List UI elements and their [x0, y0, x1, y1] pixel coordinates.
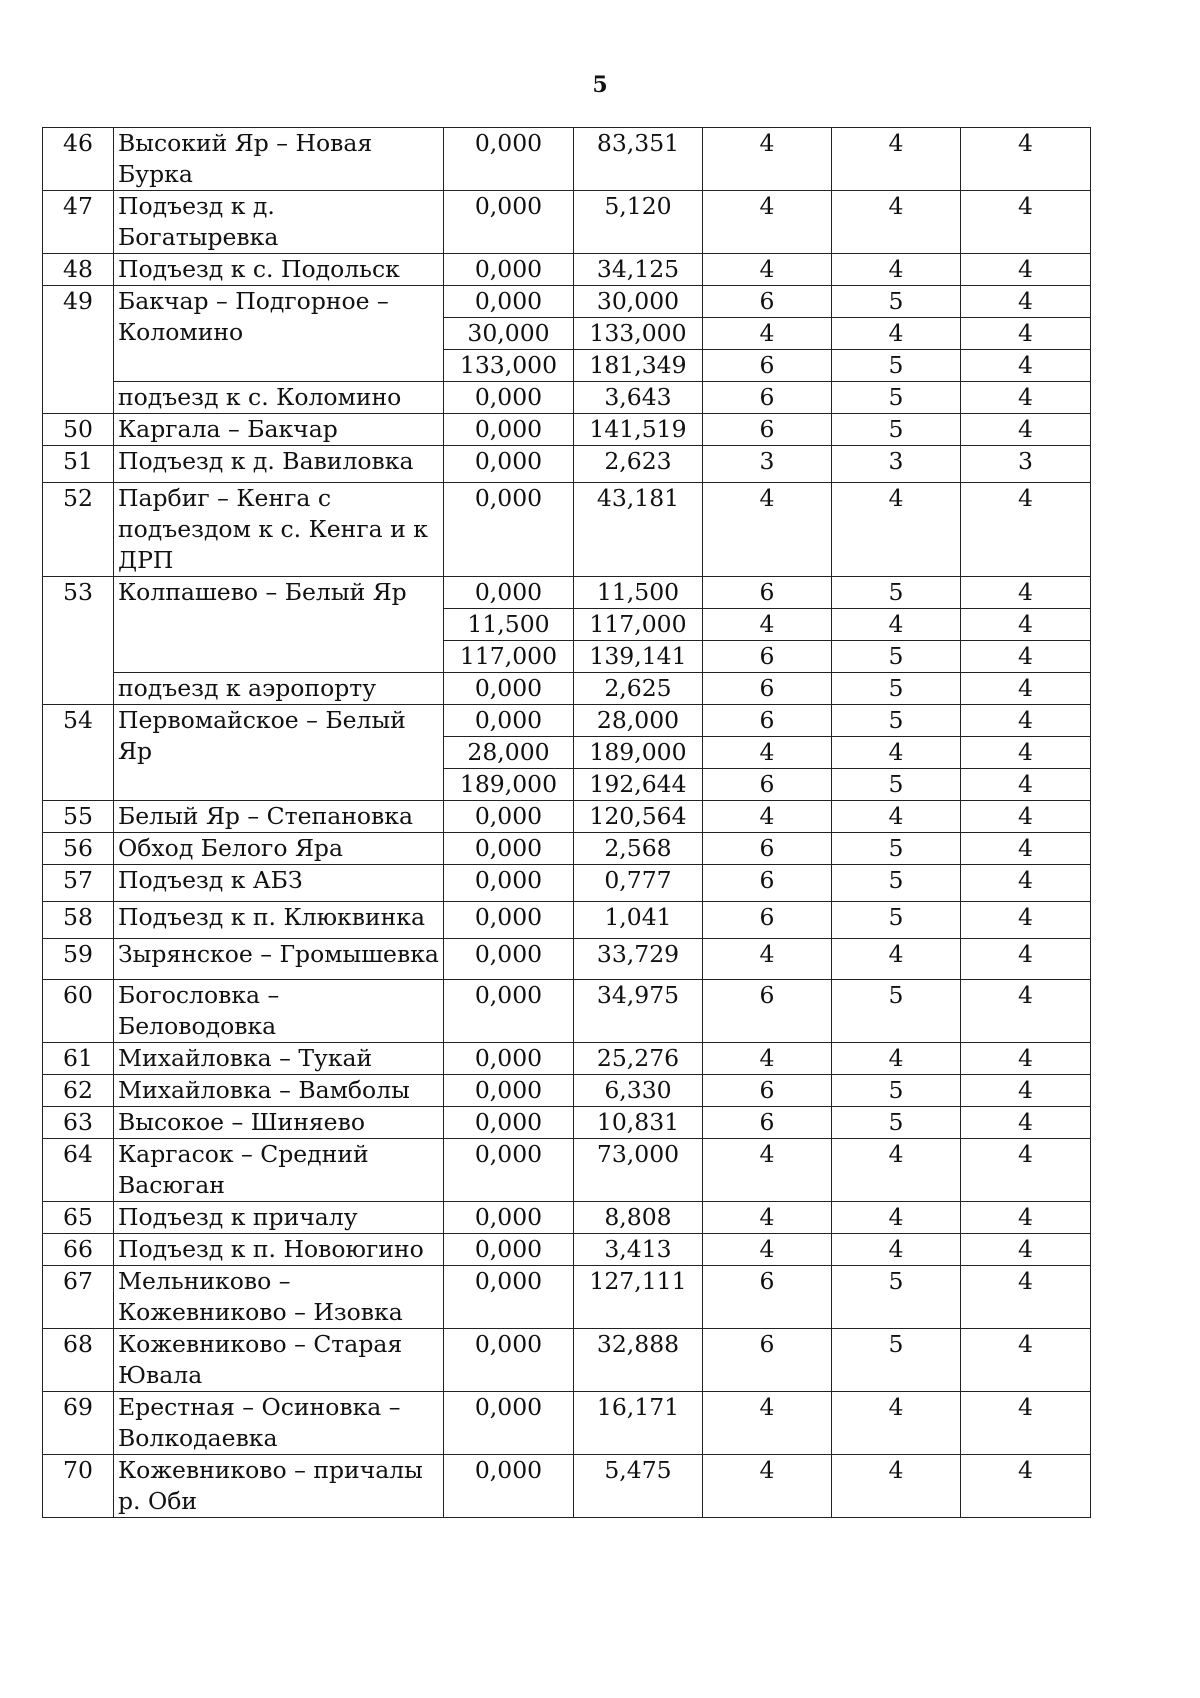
category-c: 4: [961, 902, 1091, 939]
table-row: [43, 286, 1091, 318]
category-a: 4: [703, 318, 832, 350]
km-from: 30,000: [444, 318, 574, 350]
category-a: 4: [703, 1392, 832, 1455]
km-from: 0,000: [444, 483, 574, 577]
category-b: 5: [832, 1107, 961, 1139]
table-row: [43, 705, 1091, 737]
category-b: 5: [832, 382, 961, 414]
km-from: 0,000: [444, 980, 574, 1043]
km-to: 141,519: [574, 414, 703, 446]
road-name: Обход Белого Яра: [114, 833, 444, 865]
km-to: 30,000: [574, 286, 703, 318]
road-name: Колпашево – Белый Яр: [114, 577, 444, 673]
table-row: [43, 1455, 1091, 1518]
km-from: 0,000: [444, 705, 574, 737]
category-c: 4: [961, 1455, 1091, 1518]
category-b: 4: [832, 128, 961, 191]
category-a: 6: [703, 1266, 832, 1329]
category-b: 5: [832, 1266, 961, 1329]
category-c: 4: [961, 609, 1091, 641]
category-a: 4: [703, 1455, 832, 1518]
category-c: 4: [961, 1075, 1091, 1107]
road-name: Зырянское – Громышевка: [114, 939, 444, 980]
km-to: 133,000: [574, 318, 703, 350]
category-c: 4: [961, 577, 1091, 609]
category-c: 4: [961, 382, 1091, 414]
category-c: 4: [961, 414, 1091, 446]
category-b: 5: [832, 673, 961, 705]
road-name: Мельниково – Кожевниково – Изовка: [114, 1266, 444, 1329]
table-row: [43, 191, 1091, 254]
table-row: [43, 865, 1091, 902]
category-c: 4: [961, 769, 1091, 801]
category-a: 6: [703, 577, 832, 609]
category-c: 4: [961, 705, 1091, 737]
road-name: Каргасок – Средний Васюган: [114, 1139, 444, 1202]
road-name: Подъезд к причалу: [114, 1202, 444, 1234]
km-to: 2,568: [574, 833, 703, 865]
road-name: Ерестная – Осиновка – Волкодаевка: [114, 1392, 444, 1455]
category-a: 6: [703, 769, 832, 801]
category-c: 4: [961, 1043, 1091, 1075]
km-from: 0,000: [444, 865, 574, 902]
road-number: 51: [43, 446, 114, 483]
road-number: 61: [43, 1043, 114, 1075]
category-a: 4: [703, 1043, 832, 1075]
category-b: 5: [832, 286, 961, 318]
road-name: Высокое – Шиняево: [114, 1107, 444, 1139]
km-from: 0,000: [444, 191, 574, 254]
category-b: 5: [832, 350, 961, 382]
table-row: [43, 577, 1091, 609]
road-number: 69: [43, 1392, 114, 1455]
road-number: 48: [43, 254, 114, 286]
km-from: 0,000: [444, 1043, 574, 1075]
road-name: Подъезд к д. Богатыревка: [114, 191, 444, 254]
category-c: 4: [961, 350, 1091, 382]
category-a: 6: [703, 673, 832, 705]
km-from: 0,000: [444, 1107, 574, 1139]
km-from: 0,000: [444, 254, 574, 286]
road-number: 60: [43, 980, 114, 1043]
road-number: 62: [43, 1075, 114, 1107]
category-b: 5: [832, 902, 961, 939]
category-c: 3: [961, 446, 1091, 483]
km-to: 33,729: [574, 939, 703, 980]
road-number: 68: [43, 1329, 114, 1392]
road-name: Бакчар – Подгорное – Коломино: [114, 286, 444, 382]
road-number: 58: [43, 902, 114, 939]
road-number: 64: [43, 1139, 114, 1202]
category-b: 5: [832, 833, 961, 865]
table-row: [43, 1329, 1091, 1392]
table-row: [43, 902, 1091, 939]
km-to: 11,500: [574, 577, 703, 609]
km-from: 0,000: [444, 801, 574, 833]
category-c: 4: [961, 1329, 1091, 1392]
category-b: 4: [832, 939, 961, 980]
km-to: 25,276: [574, 1043, 703, 1075]
km-to: 189,000: [574, 737, 703, 769]
road-name: Кожевниково – Старая Ювала: [114, 1329, 444, 1392]
km-from: 0,000: [444, 1329, 574, 1392]
km-from: 0,000: [444, 1139, 574, 1202]
table-row: [43, 1107, 1091, 1139]
road-number: 59: [43, 939, 114, 980]
category-b: 4: [832, 191, 961, 254]
km-to: 3,643: [574, 382, 703, 414]
km-from: 0,000: [444, 1266, 574, 1329]
category-b: 4: [832, 483, 961, 577]
road-number: 54: [43, 705, 114, 801]
km-to: 73,000: [574, 1139, 703, 1202]
table-row: [43, 128, 1091, 191]
category-c: 4: [961, 833, 1091, 865]
table-row: [43, 1392, 1091, 1455]
category-b: 5: [832, 865, 961, 902]
table-row: [43, 1075, 1091, 1107]
road-name: Подъезд к АБЗ: [114, 865, 444, 902]
km-from: 0,000: [444, 1234, 574, 1266]
km-from: 0,000: [444, 939, 574, 980]
road-name: Кожевниково – причалы р. Оби: [114, 1455, 444, 1518]
km-from: 0,000: [444, 673, 574, 705]
category-c: 4: [961, 980, 1091, 1043]
road-number: 66: [43, 1234, 114, 1266]
km-from: 0,000: [444, 382, 574, 414]
road-number: 55: [43, 801, 114, 833]
category-c: 4: [961, 1139, 1091, 1202]
km-to: 117,000: [574, 609, 703, 641]
category-a: 4: [703, 1139, 832, 1202]
category-a: 3: [703, 446, 832, 483]
road-number: 52: [43, 483, 114, 577]
roads-table: [42, 127, 1091, 1518]
category-b: 3: [832, 446, 961, 483]
category-b: 5: [832, 577, 961, 609]
category-c: 4: [961, 1392, 1091, 1455]
roads-table-body: [43, 128, 1091, 1518]
spur-name: подъезд к аэропорту: [114, 673, 444, 705]
km-from: 0,000: [444, 128, 574, 191]
category-a: 6: [703, 980, 832, 1043]
km-from: 0,000: [444, 1202, 574, 1234]
km-to: 43,181: [574, 483, 703, 577]
road-name: Парбиг – Кенга с подъездом к с. Кенга и к ДРП: [114, 483, 444, 577]
km-to: 192,644: [574, 769, 703, 801]
km-to: 34,975: [574, 980, 703, 1043]
road-number: 67: [43, 1266, 114, 1329]
category-b: 5: [832, 980, 961, 1043]
category-a: 6: [703, 705, 832, 737]
category-b: 4: [832, 1455, 961, 1518]
road-number: 70: [43, 1455, 114, 1518]
category-a: 6: [703, 1329, 832, 1392]
road-name: Богословка – Беловодовка: [114, 980, 444, 1043]
road-number: 49: [43, 286, 114, 414]
km-from: 0,000: [444, 902, 574, 939]
km-to: 139,141: [574, 641, 703, 673]
category-a: 6: [703, 865, 832, 902]
category-c: 4: [961, 254, 1091, 286]
category-a: 4: [703, 1234, 832, 1266]
road-number: 50: [43, 414, 114, 446]
road-name: Каргала – Бакчар: [114, 414, 444, 446]
km-to: 83,351: [574, 128, 703, 191]
road-name: Подъезд к д. Вавиловка: [114, 446, 444, 483]
km-from: 117,000: [444, 641, 574, 673]
category-a: 4: [703, 128, 832, 191]
km-from: 11,500: [444, 609, 574, 641]
category-a: 6: [703, 641, 832, 673]
km-to: 6,330: [574, 1075, 703, 1107]
category-c: 4: [961, 673, 1091, 705]
category-c: 4: [961, 641, 1091, 673]
category-b: 4: [832, 1043, 961, 1075]
category-b: 5: [832, 414, 961, 446]
road-name: Высокий Яр – Новая Бурка: [114, 128, 444, 191]
km-from: 0,000: [444, 414, 574, 446]
page-number: 5: [592, 72, 608, 98]
category-b: 4: [832, 609, 961, 641]
km-to: 8,808: [574, 1202, 703, 1234]
road-name: Михайловка – Вамболы: [114, 1075, 444, 1107]
category-a: 6: [703, 902, 832, 939]
road-number: 46: [43, 128, 114, 191]
category-c: 4: [961, 286, 1091, 318]
road-name: Подъезд к с. Подольск: [114, 254, 444, 286]
category-c: 4: [961, 318, 1091, 350]
category-a: 6: [703, 1107, 832, 1139]
category-a: 6: [703, 414, 832, 446]
km-from: 0,000: [444, 1392, 574, 1455]
category-b: 4: [832, 1234, 961, 1266]
km-from: 133,000: [444, 350, 574, 382]
spur-name: подъезд к с. Коломино: [114, 382, 444, 414]
category-b: 5: [832, 769, 961, 801]
category-c: 4: [961, 128, 1091, 191]
table-row: [43, 1266, 1091, 1329]
category-a: 6: [703, 286, 832, 318]
road-name: Михайловка – Тукай: [114, 1043, 444, 1075]
category-c: 4: [961, 191, 1091, 254]
table-row: [43, 833, 1091, 865]
km-to: 32,888: [574, 1329, 703, 1392]
road-number: 56: [43, 833, 114, 865]
table-row-spur: [43, 673, 1091, 705]
table-row: [43, 1139, 1091, 1202]
category-b: 4: [832, 1202, 961, 1234]
category-a: 6: [703, 382, 832, 414]
table-row: [43, 980, 1091, 1043]
category-c: 4: [961, 1202, 1091, 1234]
table-row: [43, 254, 1091, 286]
km-to: 16,171: [574, 1392, 703, 1455]
km-to: 127,111: [574, 1266, 703, 1329]
category-c: 4: [961, 737, 1091, 769]
category-a: 4: [703, 483, 832, 577]
km-to: 10,831: [574, 1107, 703, 1139]
table-row: [43, 1043, 1091, 1075]
road-number: 63: [43, 1107, 114, 1139]
km-to: 34,125: [574, 254, 703, 286]
category-b: 4: [832, 254, 961, 286]
road-name: Первомайское – Белый Яр: [114, 705, 444, 801]
category-c: 4: [961, 1107, 1091, 1139]
category-a: 4: [703, 939, 832, 980]
road-name: Подъезд к п. Новоюгино: [114, 1234, 444, 1266]
table-row: [43, 1234, 1091, 1266]
table-row: [43, 414, 1091, 446]
table-row: [43, 1202, 1091, 1234]
km-to: 28,000: [574, 705, 703, 737]
category-c: 4: [961, 865, 1091, 902]
road-name: Подъезд к п. Клюквинка: [114, 902, 444, 939]
road-number: 47: [43, 191, 114, 254]
km-to: 5,120: [574, 191, 703, 254]
km-from: 28,000: [444, 737, 574, 769]
category-a: 4: [703, 801, 832, 833]
km-to: 2,625: [574, 673, 703, 705]
category-b: 4: [832, 318, 961, 350]
km-to: 181,349: [574, 350, 703, 382]
category-c: 4: [961, 1234, 1091, 1266]
category-c: 4: [961, 1266, 1091, 1329]
category-b: 5: [832, 705, 961, 737]
km-to: 3,413: [574, 1234, 703, 1266]
table-row: [43, 483, 1091, 577]
km-from: 0,000: [444, 577, 574, 609]
km-from: 0,000: [444, 286, 574, 318]
road-number: 65: [43, 1202, 114, 1234]
table-row: [43, 446, 1091, 483]
category-a: 4: [703, 191, 832, 254]
road-name: Белый Яр – Степановка: [114, 801, 444, 833]
km-to: 0,777: [574, 865, 703, 902]
category-b: 5: [832, 641, 961, 673]
category-a: 6: [703, 1075, 832, 1107]
category-c: 4: [961, 483, 1091, 577]
km-to: 2,623: [574, 446, 703, 483]
category-b: 4: [832, 1392, 961, 1455]
road-number: 53: [43, 577, 114, 705]
table-row: [43, 939, 1091, 980]
category-b: 4: [832, 737, 961, 769]
category-a: 4: [703, 1202, 832, 1234]
category-a: 6: [703, 833, 832, 865]
category-a: 4: [703, 609, 832, 641]
category-b: 5: [832, 1075, 961, 1107]
km-to: 1,041: [574, 902, 703, 939]
table-row: [43, 801, 1091, 833]
category-c: 4: [961, 801, 1091, 833]
category-b: 4: [832, 801, 961, 833]
category-c: 4: [961, 939, 1091, 980]
km-from: 0,000: [444, 1455, 574, 1518]
category-a: 6: [703, 350, 832, 382]
category-b: 4: [832, 1139, 961, 1202]
km-from: 189,000: [444, 769, 574, 801]
category-b: 5: [832, 1329, 961, 1392]
road-number: 57: [43, 865, 114, 902]
table-row-spur: [43, 382, 1091, 414]
category-a: 4: [703, 737, 832, 769]
km-from: 0,000: [444, 446, 574, 483]
km-to: 5,475: [574, 1455, 703, 1518]
category-a: 4: [703, 254, 832, 286]
km-from: 0,000: [444, 1075, 574, 1107]
km-to: 120,564: [574, 801, 703, 833]
km-from: 0,000: [444, 833, 574, 865]
